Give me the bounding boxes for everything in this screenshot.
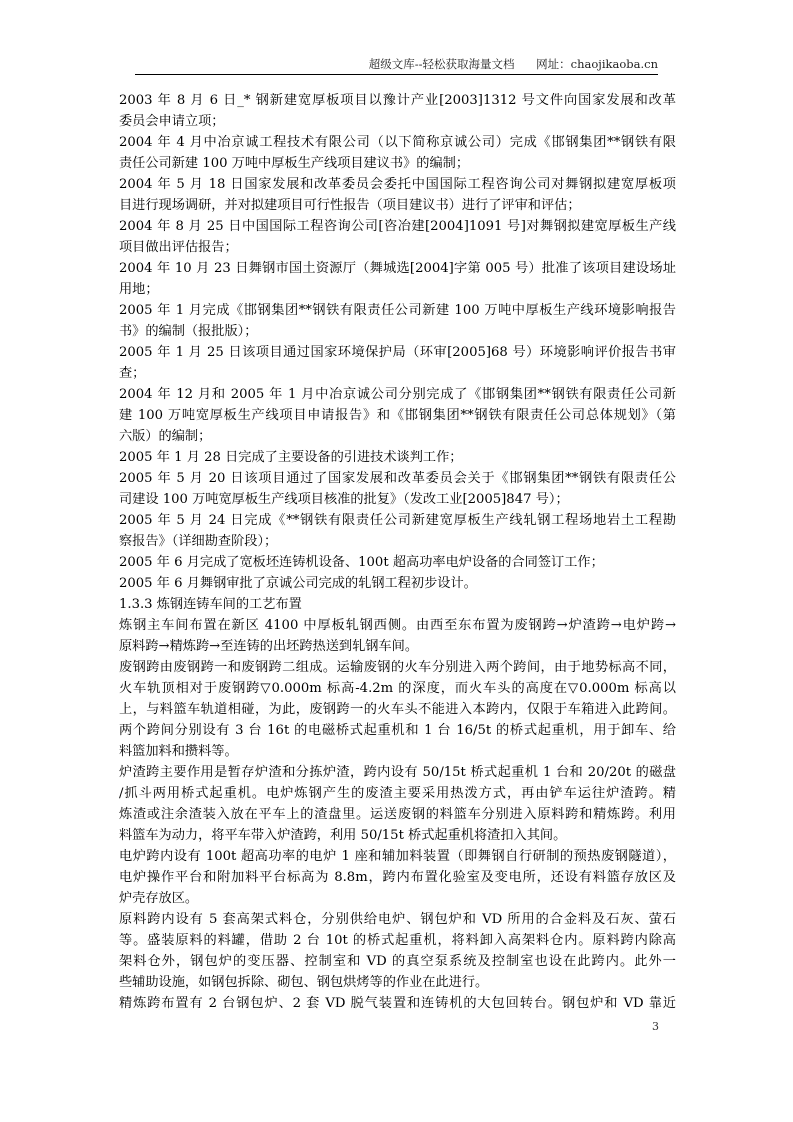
text-line: 用地；: [119, 282, 159, 297]
text-line: 炼钢主车间布置在新区 4100 中厚板轧钢西侧。由西至东布置为废钢跨→炉渣跨→电炉跨→: [119, 618, 676, 633]
text-line: 架料仓外，钢包炉的变压器、控制室和 VD 的真空泵系统及控制室也设在此跨内。此外一: [119, 954, 676, 969]
page-header: [135, 56, 658, 75]
text-line: 2005 年 1 月完成《邯钢集团**钢铁有限责任公司新建 100 万吨中厚板生产线环境影响报告: [119, 303, 676, 318]
text-line: /抓斗两用桥式起重机。电炉炼钢产生的废渣主要采用热泼方式，再由铲车运往炉渣跨。精: [119, 786, 676, 801]
text-line: 察报告》（详细勘查阶段）；: [119, 534, 278, 549]
text-line: 2005 年 6 月舞钢审批了京诚公司完成的轧钢工程初步设计。: [119, 576, 477, 591]
text-line: 书》的编制（报批版）；: [119, 324, 258, 339]
text-line: 2004 年 10 月 23 日舞钢市国土资源厅（舞城选[2004]字第 005 号）批准了该项目建设场址: [119, 261, 676, 276]
text-line: 2003 年 8 月 6 日_* 钢新建宽厚板项目以豫计产业[2003]1312 号文件向国家发展和改革: [119, 93, 676, 108]
text-line: 2004 年 12 月和 2005 年 1 月中冶京诚公司分别完成了《邯钢集团**钢铁有限责任公司新: [119, 387, 676, 402]
text-line: 建 100 万吨宽厚板生产线项目申请报告》和《邯钢集团**钢铁有限责任公司总体规划》（第: [119, 408, 676, 423]
text-line: 六版）的编制；: [119, 429, 212, 444]
text-line: 电炉跨内设有 100t 超高功率的电炉 1 座和辅加料装置（即舞钢自行研制的预热废钢隧道），: [119, 849, 676, 864]
text-line: 炼渣或注余渣装入放在平车上的渣盘里。运送废钢的料篮车分别进入原料跨和精炼跨。利用: [119, 807, 676, 822]
text-line: 司建设 100 万吨宽厚板生产线项目核准的批复》（发改工业[2005]847 号）；: [119, 492, 569, 507]
text-line: 2005 年 5 月 24 日完成《**钢铁有限责任公司新建宽厚板生产线轧钢工程场地岩土工程勘: [119, 513, 676, 528]
text-line: 2005 年 1 月 28 日完成了主要设备的引进技术谈判工作；: [119, 450, 463, 465]
header-site-name: 超级文库--轻松获取海量文档: [368, 57, 515, 71]
text-line: 2005 年 5 月 20 日该项目通过了国家发展和改革委员会关于《邯钢集团**钢铁有限责任公: [119, 471, 676, 486]
text-line: 些辅助设施，如钢包拆除、砌包、钢包烘烤等的作业在此进行。: [119, 975, 489, 990]
text-line: 1.3.3 炼钢连铸车间的工艺布置: [119, 597, 302, 612]
text-line: 2005 年 6 月完成了宽板坯连铸机设备、100t 超高功率电炉设备的合同签订工作；: [119, 555, 604, 570]
text-line: 火车轨顶相对于废钢跨▽0.000m 标高-4.2m 的深度，而火车头的高度在▽0.000m 标高以: [119, 681, 676, 696]
text-line: 炉壳存放区。: [119, 891, 199, 906]
text-line: 查；: [119, 366, 146, 381]
text-line: 料篮车为动力，将平车带入炉渣跨，利用 50/15t 桥式起重机将渣扣入其间。: [119, 828, 567, 843]
text-line: 项目做出评估报告；: [119, 240, 238, 255]
text-line: 废钢跨由废钢跨一和废钢跨二组成。运输废钢的火车分别进入两个跨间，由于地势标高不同，: [119, 660, 676, 675]
text-line: 2004 年 5 月 18 日国家发展和改革委员会委托中国国际工程咨询公司对舞钢拟建宽厚板项: [119, 177, 676, 192]
text-line: 原料跨内设有 5 套高架式料仓，分别供给电炉、钢包炉和 VD 所用的合金料及石灰、萤石: [119, 912, 676, 927]
text-line: 上，与料篮车轨道相碰，为此，废钢跨一的火车头不能进入本跨内，仅限于车箱进入此跨间。: [119, 702, 676, 717]
text-line: 炉渣跨主要作用是暂存炉渣和分拣炉渣，跨内设有 50/15t 桥式起重机 1 台和 20/20t 的磁盘: [119, 765, 676, 780]
text-line: 等。盛装原料的料罐，借助 2 台 10t 的桥式起重机，将料卸入高架料仓内。原料跨内除高: [119, 933, 676, 948]
page-number: 3: [652, 1020, 659, 1033]
text-line: 2004 年 4 月中冶京诚工程技术有限公司（以下简称京诚公司）完成《邯钢集团**钢铁有限: [119, 135, 676, 150]
document-body: [119, 90, 676, 1014]
text-line: 2005 年 1 月 25 日该项目通过国家环境保护局（环审[2005]68 号）环境影响评价报告书审: [119, 345, 676, 360]
text-line: 料篮加料和攒料等。: [119, 744, 238, 759]
header-url: 网址：chaojikaoba.cn: [536, 57, 658, 71]
text-line: 委员会申请立项；: [119, 114, 225, 129]
text-line: 目进行现场调研，并对拟建项目可行性报告（项目建议书）进行了评审和评估；: [119, 198, 581, 213]
text-line: 2004 年 8 月 25 日中国国际工程咨询公司[咨冶建[2004]1091 号]对舞钢拟建宽厚板生产线: [119, 219, 676, 234]
text-line: 电炉操作平台和附加料平台标高为 8.8m，跨内布置化验室及变电所，还设有料篮存放区及: [119, 870, 676, 885]
text-line: 责任公司新建 100 万吨中厚板生产线项目建议书》的编制；: [119, 156, 470, 171]
text-line: 两个跨间分别设有 3 台 16t 的电磁桥式起重机和 1 台 16/5t 的桥式起重机，用于卸车、给: [119, 723, 676, 738]
text-line: 精炼跨布置有 2 台钢包炉、2 套 VD 脱气装置和连铸机的大包回转台。钢包炉和 VD 靠近: [119, 996, 676, 1011]
text-line: 原料跨→精炼跨→至连铸的出坯跨热送到轧钢车间。: [119, 639, 419, 654]
